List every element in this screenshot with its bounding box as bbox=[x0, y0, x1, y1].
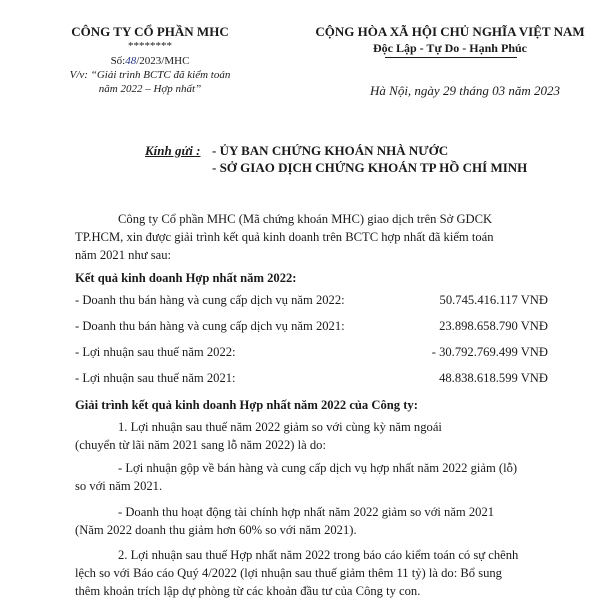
nation-title: CỘNG HÒA XÃ HỘI CHỦ NGHĨA VIỆT NAM bbox=[315, 24, 585, 39]
results-heading: Kết quả kinh doanh Hợp nhất năm 2022: bbox=[75, 271, 297, 285]
document-number-suffix: /2023/MHC bbox=[136, 55, 190, 67]
explanation-p1b-line-2: (Năm 2022 doanh thu giảm hơn 60% so với năm 2021). bbox=[75, 523, 357, 537]
explanation-p2-line-1: 2. Lợi nhuận sau thuế Hợp nhất năm 2022 trong báo cáo kiểm toán có sự chênh bbox=[118, 548, 519, 562]
explanation-heading: Giải trình kết quả kinh doanh Hợp nhất năm 2022 của Công ty: bbox=[75, 398, 418, 412]
result-row-3-label: - Lợi nhuận sau thuế năm 2022: bbox=[75, 345, 236, 359]
intro-line-3: năm 2021 như sau: bbox=[75, 248, 172, 262]
result-row-3-value: - 30.792.769.499 VNĐ bbox=[431, 345, 548, 359]
recipients-label: Kính gửi : bbox=[145, 143, 201, 158]
result-row-4-label: - Lợi nhuận sau thuế năm 2021: bbox=[75, 371, 236, 385]
result-row-1-value: 50.745.416.117 VNĐ bbox=[439, 293, 548, 307]
recipients bbox=[145, 143, 200, 159]
subject-line-2: năm 2022 – Hợp nhất” bbox=[98, 83, 202, 95]
result-row-4-value: 48.838.618.599 VNĐ bbox=[439, 371, 548, 385]
document-number-prefix: Số: bbox=[110, 55, 126, 67]
result-row-2-label: - Doanh thu bán hàng và cung cấp dịch vụ năm 2021: bbox=[75, 319, 345, 333]
motto-underline bbox=[385, 57, 517, 58]
company-name: CÔNG TY CỔ PHẦN MHC bbox=[71, 24, 229, 39]
explanation-p2-line-3: thêm khoản trích lập dự phòng từ các khoản đầu tư của Công ty con. bbox=[75, 584, 421, 598]
document-number-handwritten: 48 bbox=[125, 55, 137, 67]
place-date: Hà Nội, ngày 29 tháng 03 năm 2023 bbox=[370, 83, 560, 98]
recipient-1: - ỦY BAN CHỨNG KHOÁN NHÀ NƯỚC bbox=[212, 143, 449, 158]
explanation-p1-line-2: (chuyển từ lãi năm 2021 sang lỗ năm 2022) là do: bbox=[75, 438, 326, 452]
subject-line-1: V/v: “Giải trình BCTC đã kiểm toán bbox=[69, 69, 231, 81]
explanation-p1-line-1: 1. Lợi nhuận sau thuế năm 2022 giảm so với cùng kỳ năm ngoái bbox=[118, 420, 442, 434]
intro-line-2: TP.HCM, xin được giải trình kết quả kinh doanh trên BCTC hợp nhất đã kiểm toán bbox=[75, 230, 494, 244]
recipient-2: - SỞ GIAO DỊCH CHỨNG KHOÁN TP HỒ CHÍ MINH bbox=[212, 160, 528, 175]
stars-separator: ******** bbox=[128, 40, 172, 52]
intro-line-1: Công ty Cổ phần MHC (Mã chứng khoán MHC) giao dịch trên Sở GDCK bbox=[118, 212, 493, 226]
result-row-2-value: 23.898.658.790 VNĐ bbox=[439, 319, 548, 333]
result-row-1-label: - Doanh thu bán hàng và cung cấp dịch vụ năm 2022: bbox=[75, 293, 345, 307]
motto: Độc Lập - Tự Do - Hạnh Phúc bbox=[372, 41, 527, 55]
explanation-p2-line-2: lệch so với Báo cáo Quý 4/2022 (lợi nhuận sau thuế giảm thêm 11 tỷ) là do: Bổ sung bbox=[75, 566, 502, 580]
document-number bbox=[0, 55, 300, 67]
explanation-p1a-line-1: - Lợi nhuận gộp về bán hàng và cung cấp dịch vụ hợp nhất năm 2022 giảm (lỗ) bbox=[118, 461, 518, 475]
explanation-p1b-line-1: - Doanh thu hoạt động tài chính hợp nhất năm 2022 giảm so với năm 2021 bbox=[118, 505, 495, 519]
explanation-p1a-line-2: so với năm 2021. bbox=[75, 479, 163, 493]
